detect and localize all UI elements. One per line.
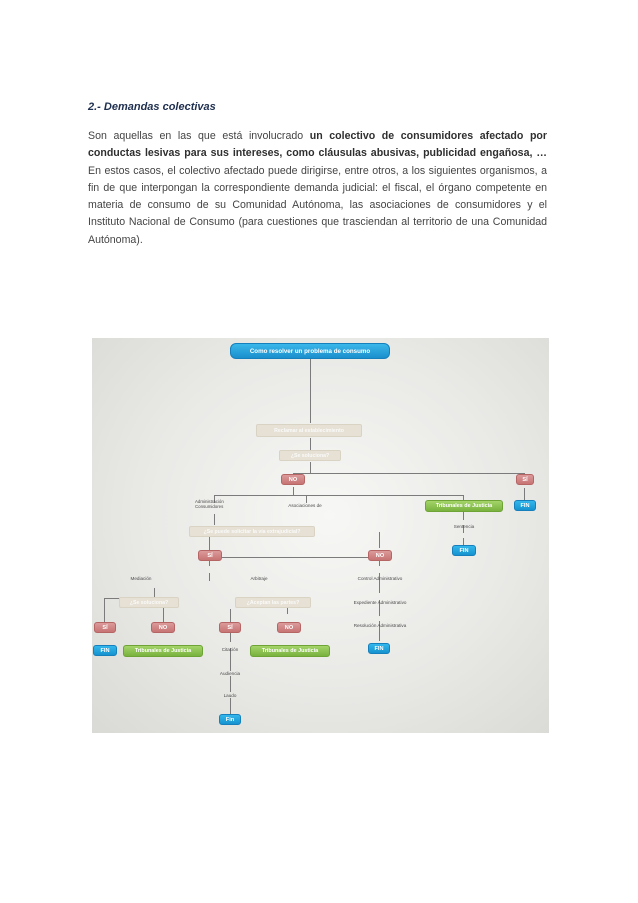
flowchart-title: Como resolver un problema de consumo xyxy=(230,343,390,359)
connector xyxy=(379,532,380,541)
si-node: SÍ xyxy=(516,474,534,485)
si-node: SÍ xyxy=(94,622,116,633)
no-node: NO xyxy=(368,550,392,561)
connector xyxy=(230,676,231,692)
se-soluciona-node: ¿Se soluciona? xyxy=(119,597,179,608)
connector xyxy=(209,557,380,558)
fin-node: FIN xyxy=(452,545,476,556)
tribunales-node: Tribunales de Justicia xyxy=(123,645,203,657)
si-node: SÍ xyxy=(198,550,222,561)
control-administrativo-label: Control Administrativo xyxy=(357,575,403,581)
connector xyxy=(310,358,311,423)
se-soluciona-node: ¿Se soluciona? xyxy=(279,450,341,461)
no-node: NO xyxy=(281,474,305,485)
body-paragraph xyxy=(88,128,547,249)
arbitraje-label: Arbitraje xyxy=(250,575,268,581)
tribunales-node: Tribunales de Justicia xyxy=(250,645,330,657)
citacion-label: Citación xyxy=(221,646,239,652)
connector xyxy=(524,488,525,500)
expediente-label: Expediente Administrativo xyxy=(353,599,407,605)
asociaciones-label: Asociaciones de xyxy=(288,502,322,508)
connector xyxy=(230,698,231,714)
resolucion-label: Resolución Administrativa xyxy=(353,622,407,628)
fin-node: FIN xyxy=(514,500,536,511)
connector xyxy=(293,487,294,495)
connector xyxy=(104,598,105,622)
fin-node: FIN xyxy=(93,645,117,656)
tribunales-node: Tribunales de Justicia xyxy=(425,500,503,512)
consumer-problem-flowchart xyxy=(92,338,549,733)
aceptan-partes-node: ¿Aceptan las partes? xyxy=(235,597,311,608)
connector xyxy=(293,473,525,474)
connector xyxy=(209,536,210,551)
connector xyxy=(379,541,380,548)
connector xyxy=(209,573,210,581)
paragraph-text-1: Son aquellas en las que está involucrado xyxy=(88,130,310,142)
paragraph-text-2: En estos casos, el colectivo afectado puede dirigirse, entre otros, a los siguientes organismos, a fin de que interpongan la correspondiente demanda judicial: el fiscal, el órgano competente en materia de consumo de su Comunidad Autónoma, las asociaciones de consumidores y el Instituto Nacional de Consumo (para cuestiones que trasciendan al territorio de una Comunidad Autónoma). xyxy=(88,164,547,246)
no-node: NO xyxy=(277,622,301,633)
connector xyxy=(310,438,311,450)
connector xyxy=(463,511,464,520)
paragraph-bold-text: un colectivo de consumidores afectado por conductas lesivas para sus intereses, como cláusulas abusivas, publicidad engañosa, … xyxy=(88,130,548,160)
laudo-label: Laudo xyxy=(223,692,237,698)
connector xyxy=(310,462,311,473)
admin-consumidores-label: Administración Consumidores xyxy=(195,499,224,510)
sentencia-label: Sentencia xyxy=(453,523,475,529)
mediacion-label: Mediación xyxy=(130,575,152,581)
connector xyxy=(214,514,215,525)
section-heading: 2.- Demandas colectivas xyxy=(88,101,216,113)
si-node: SÍ xyxy=(219,622,241,633)
reclamar-node: Reclamar al establecimiento xyxy=(256,424,362,437)
audiencia-label: Audiencia xyxy=(219,670,241,676)
connector xyxy=(214,495,464,496)
via-extrajudicial-node: ¿Se puede solicitar la vía extrajudicial? xyxy=(189,526,315,537)
fin-node: Fin xyxy=(219,714,241,725)
no-node: NO xyxy=(151,622,175,633)
fin-node: FIN xyxy=(368,643,390,654)
